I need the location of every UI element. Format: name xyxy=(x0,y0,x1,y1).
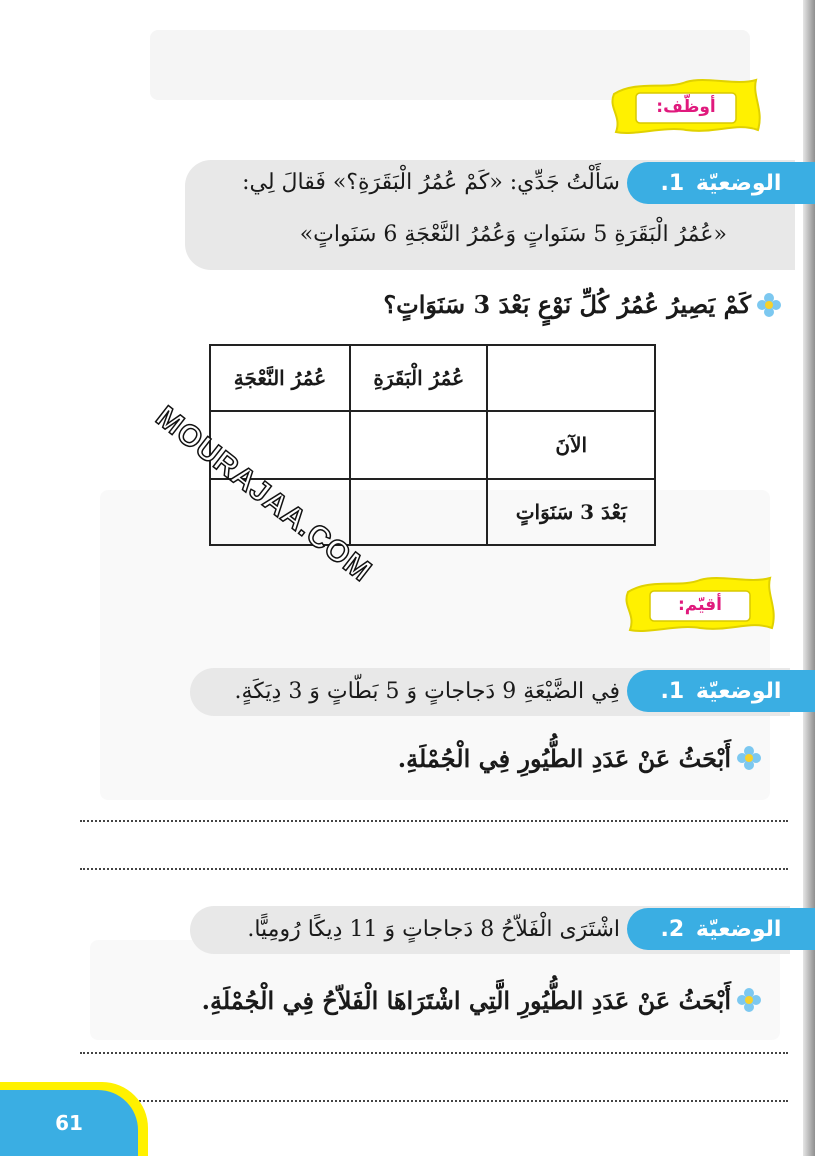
situation-number: 1. xyxy=(660,678,685,704)
question-3: أَبْحَثُ عَنْ عَدَدِ الطُّيُورِ الَّتِي اشْتَرَاهَا الْفَلاّحُ فِي الْجُمْلَةِ. xyxy=(201,986,731,1015)
situation-number: 2. xyxy=(660,916,685,942)
table-header-row xyxy=(210,345,655,411)
table-cell[interactable] xyxy=(350,411,488,479)
page-number-badge xyxy=(0,1082,148,1156)
question-1: كَمْ يَصِيرُ عُمُرُ كُلِّ نَوْعٍ بَعْدَ 3 سَنَوَاتٍ؟ xyxy=(383,290,751,319)
flower-icon xyxy=(737,988,761,1012)
statement: فِي الضَّيْعَةِ 9 دَجاجاتٍ وَ 5 بَطّاتٍ وَ 3 دِيَكَةٍ. xyxy=(234,679,620,704)
answer-line[interactable] xyxy=(80,1100,788,1102)
situation-number: 1. xyxy=(660,170,685,196)
table-row-label: الآنَ xyxy=(487,411,655,479)
table-header-cell xyxy=(487,345,655,411)
flower-icon xyxy=(737,746,761,770)
statement: اشْتَرَى الْفَلاّحُ 8 دَجاجاتٍ وَ 11 دِيكًا رُومِيًّا. xyxy=(247,917,620,942)
statement-line-1: سَأَلْتُ جَدِّي: «كَمْ عُمُرُ الْبَقَرَةِ؟» فَقالَ لِي: xyxy=(242,170,620,195)
evaluate-banner-label: أقيّم: xyxy=(677,595,723,615)
situation-tab xyxy=(627,670,815,712)
situation-label: الوضعيّة xyxy=(695,170,782,196)
apply-banner-label: أوظّف: xyxy=(656,97,716,117)
situation-tab xyxy=(627,162,815,204)
watermark: MOURAJAA.COM xyxy=(149,400,378,589)
evaluate-banner xyxy=(620,574,780,636)
flower-icon xyxy=(757,293,781,317)
statement-line-2: «عُمُرُ الْبَقَرَةِ 5 سَنَواتٍ وَعُمُرُ النَّعْجَةِ 6 سَنَواتٍ» xyxy=(299,222,727,247)
table-header-cell: عُمُرُ الْبَقَرَةِ xyxy=(350,345,488,411)
answer-line[interactable] xyxy=(80,820,788,822)
situation-label: الوضعيّة xyxy=(695,916,782,942)
table-header-cell: عُمُرُ النَّعْجَةِ xyxy=(210,345,350,411)
table-row-label: بَعْدَ 3 سَنَوَاتٍ xyxy=(487,479,655,545)
situation-tab xyxy=(627,908,815,950)
answer-line[interactable] xyxy=(80,1052,788,1054)
answer-line[interactable] xyxy=(80,868,788,870)
question-2: أَبْحَثُ عَنْ عَدَدِ الطُّيُورِ فِي الْجُمْلَةِ. xyxy=(397,744,731,773)
page-number: 61 xyxy=(0,1090,138,1156)
table-row xyxy=(210,411,655,479)
situation-label: الوضعيّة xyxy=(695,678,782,704)
table-cell[interactable] xyxy=(350,479,488,545)
apply-banner xyxy=(606,76,766,138)
